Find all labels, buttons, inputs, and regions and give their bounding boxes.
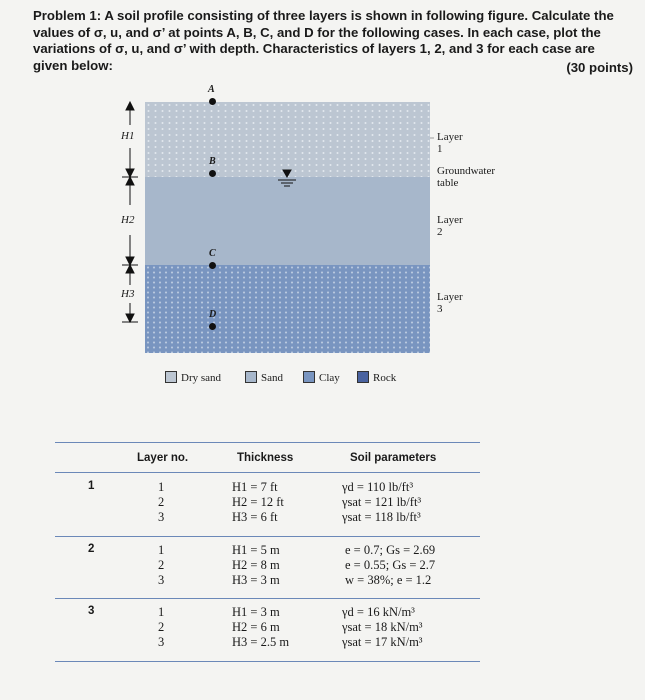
header-thickness: Thickness	[237, 452, 294, 464]
layer-1-label: Layer 1	[437, 131, 463, 155]
legend-rock: Rock	[357, 371, 396, 384]
h1-label: H1	[121, 130, 135, 142]
case-1-layers: 1 2 3	[158, 480, 165, 524]
rock-swatch-icon	[357, 371, 369, 383]
point-c-label: C	[209, 248, 216, 259]
table-bottom-rule	[55, 661, 480, 662]
header-soil-parameters: Soil parameters	[350, 452, 437, 464]
point-d-dot	[209, 323, 216, 330]
point-d-label: D	[209, 309, 217, 320]
case-1-params: γd = 110 lb/ft³ γsat = 121 lb/ft³ γsat = 118 lb/ft³	[342, 480, 422, 524]
case-3-number: 3	[88, 605, 95, 617]
case-3-thickness: H1 = 3 m H2 = 6 m H3 = 2.5 m	[232, 605, 290, 649]
header-layer-no: Layer no.	[137, 452, 189, 464]
case-1-thickness: H1 = 7 ft H2 = 12 ft H3 = 6 ft	[232, 480, 284, 524]
dry-sand-swatch-icon	[165, 371, 177, 383]
case-3-layers: 1 2 3	[158, 605, 165, 649]
point-a-dot	[209, 98, 216, 105]
h2-label: H2	[121, 214, 135, 226]
h3-label: H3	[121, 288, 135, 300]
layer-2-label: Layer 2	[437, 214, 463, 238]
groundwater-table-label: Groundwater table	[437, 165, 496, 189]
case-3-params: γd = 16 kN/m³ γsat = 18 kN/m³ γsat = 17 kN/m³	[342, 605, 423, 649]
table-case-2-rule	[55, 598, 480, 599]
point-b-label: B	[209, 156, 216, 167]
point-b-dot	[209, 170, 216, 177]
legend-dry-sand: Dry sand	[165, 371, 221, 384]
layer-3-label: Layer 3	[437, 291, 463, 315]
case-2-layers: 1 2 3	[158, 543, 165, 587]
sand-swatch-icon	[245, 371, 257, 383]
problem-statement: Problem 1: A soil profile consisting of three layers is shown in following figure. Calculate the values of σ, u, and σ’ at points A, B, C, and D for the following cases. In each case, plot the variations of σ, u, and σ’ with depth. Characteristics of layers 1, 2, and 3 for each case are given below:	[33, 8, 614, 73]
case-2-thickness: H1 = 5 m H2 = 8 m H3 = 3 m	[232, 543, 280, 587]
legend-clay: Clay	[303, 371, 340, 384]
case-1-number: 1	[88, 480, 95, 492]
point-a-label: A	[208, 84, 215, 95]
point-c-dot	[209, 262, 216, 269]
table-top-rule	[55, 442, 480, 443]
case-2-params: e = 0.7; Gs = 2.69 e = 0.55; Gs = 2.7 w = 38%; e = 1.2	[345, 543, 436, 587]
legend-sand: Sand	[245, 371, 283, 384]
table-header-rule	[55, 472, 480, 473]
clay-swatch-icon	[303, 371, 315, 383]
case-2-number: 2	[88, 543, 95, 555]
table-case-1-rule	[55, 536, 480, 537]
points-label: (30 points)	[566, 60, 633, 75]
